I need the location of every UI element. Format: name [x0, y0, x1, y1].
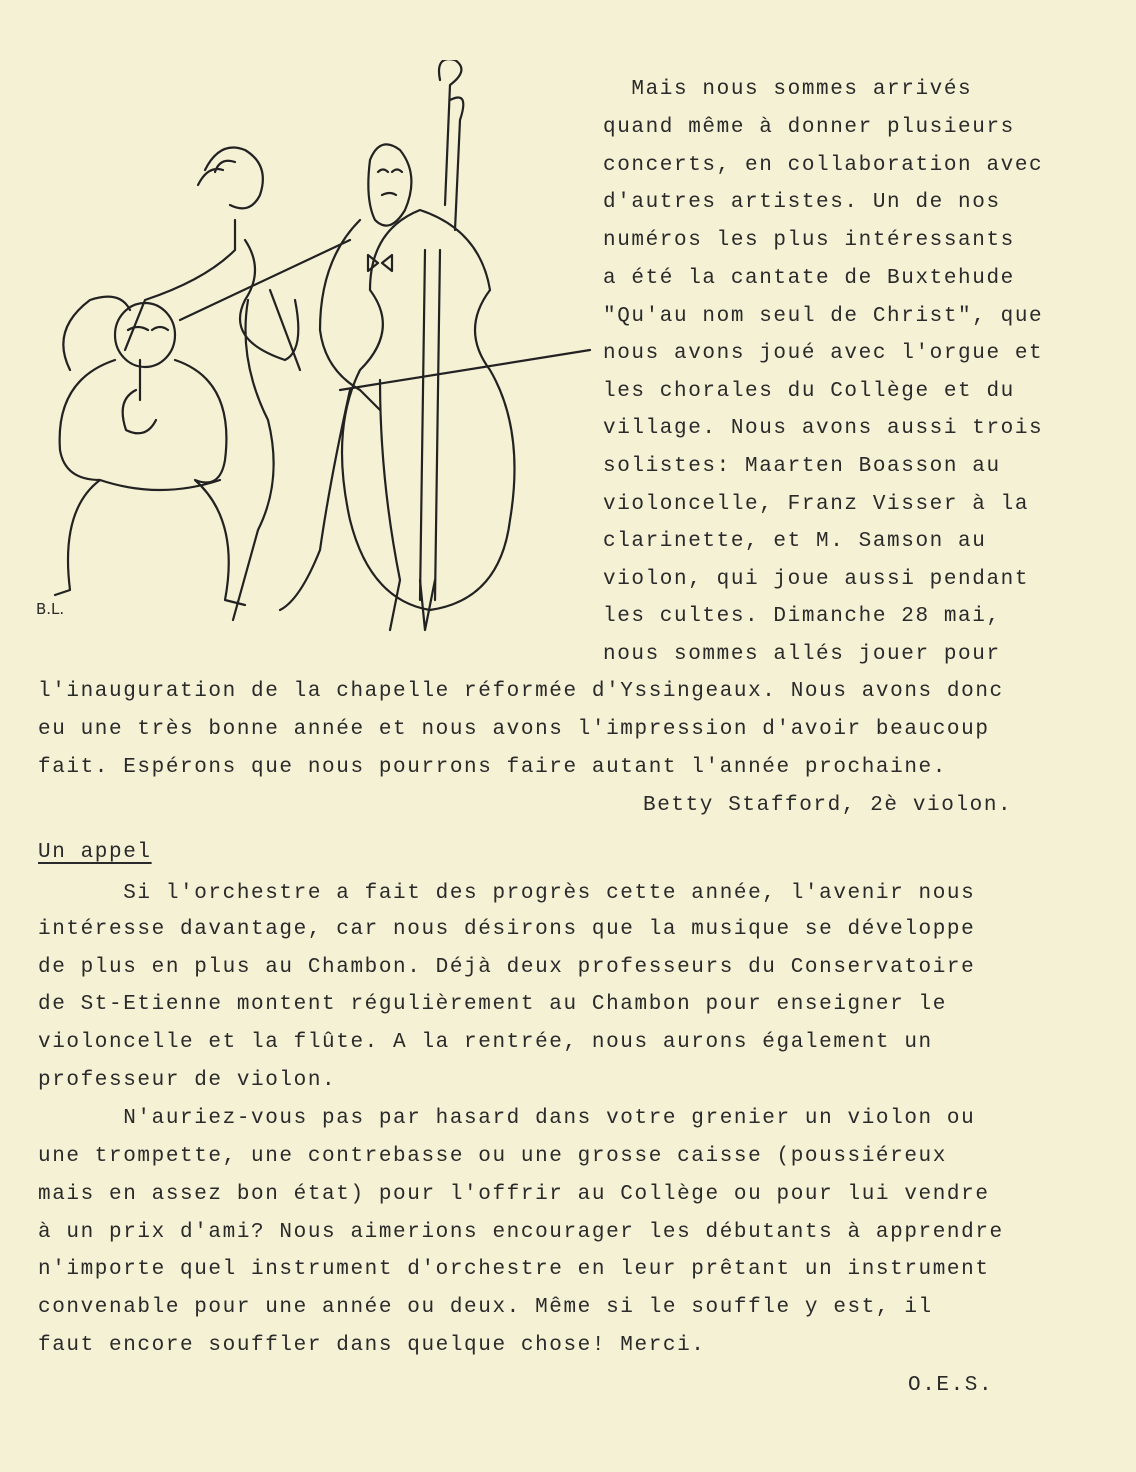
article1-line: concerts, en collaboration avec [603, 154, 1044, 177]
article2-line: N'auriez-vous pas par hasard dans votre grenier un violon ou [38, 1107, 976, 1130]
article2-line: convenable pour une année ou deux. Même si le souffle y est, il [38, 1296, 933, 1319]
article2-line: de St-Etienne montent régulièrement au Chambon pour enseigner le [38, 993, 947, 1016]
article2-line: de plus en plus au Chambon. Déjà deux professeurs du Conservatoire [38, 956, 976, 979]
article1-line: clarinette, et M. Samson au [603, 530, 987, 553]
illustrator-initials: B.L. [36, 600, 65, 618]
article1-line: numéros les plus intéressants [603, 229, 1015, 252]
article2-line: une trompette, une contrebasse ou une grosse caisse (poussiéreux [38, 1145, 947, 1168]
article2-line: violoncelle et la flûte. A la rentrée, nous aurons également un [38, 1031, 933, 1054]
article1-line: violoncelle, Franz Visser à la [603, 493, 1030, 516]
article2-line: professeur de violon. [38, 1069, 337, 1092]
musicians-sketch-icon [20, 60, 600, 650]
article2-line: n'importe quel instrument d'orchestre en leur prêtant un instrument [38, 1258, 990, 1281]
article2-line: faut encore souffler dans quelque chose! Merci. [38, 1334, 706, 1357]
article2-line: à un prix d'ami? Nous aimerions encourager les débutants à apprendre [38, 1221, 1004, 1244]
article2-signature: O.E.S. [908, 1374, 994, 1397]
article2-line: mais en assez bon état) pour l'offrir au Collège ou pour lui vendre [38, 1183, 990, 1206]
article2-line: intéresse davantage, car nous désirons que la musique se développe [38, 918, 976, 941]
article1-line: quand même à donner plusieurs [603, 116, 1015, 139]
article1-line: les chorales du Collège et du [603, 380, 1015, 403]
article1-line: fait. Espérons que nous pourrons faire autant l'année prochaine. [38, 756, 947, 779]
article1-line: solistes: Maarten Boasson au [603, 455, 1001, 478]
article1-signature: Betty Stafford, 2è violon. [643, 794, 1013, 817]
article1-line: nous sommes allés jouer pour [603, 643, 1001, 666]
article1-line: a été la cantate de Buxtehude [603, 267, 1015, 290]
article1-line: "Qu'au nom seul de Christ", que [603, 305, 1044, 328]
article1-line: violon, qui joue aussi pendant [603, 568, 1030, 591]
article2-line: Si l'orchestre a fait des progrès cette année, l'avenir nous [38, 882, 976, 905]
article1-line: l'inauguration de la chapelle réformée d'Yssingeaux. Nous avons donc [38, 680, 1004, 703]
article1-line: d'autres artistes. Un de nos [603, 191, 1001, 214]
section-heading: Un appel [38, 841, 152, 864]
article1-line: village. Nous avons aussi trois [603, 417, 1044, 440]
article1-line: nous avons joué avec l'orgue et [603, 342, 1044, 365]
article1-line: les cultes. Dimanche 28 mai, [603, 605, 1001, 628]
article1-line: eu une très bonne année et nous avons l'impression d'avoir beaucoup [38, 718, 990, 741]
article1-line: Mais nous sommes arrivés [603, 78, 973, 101]
